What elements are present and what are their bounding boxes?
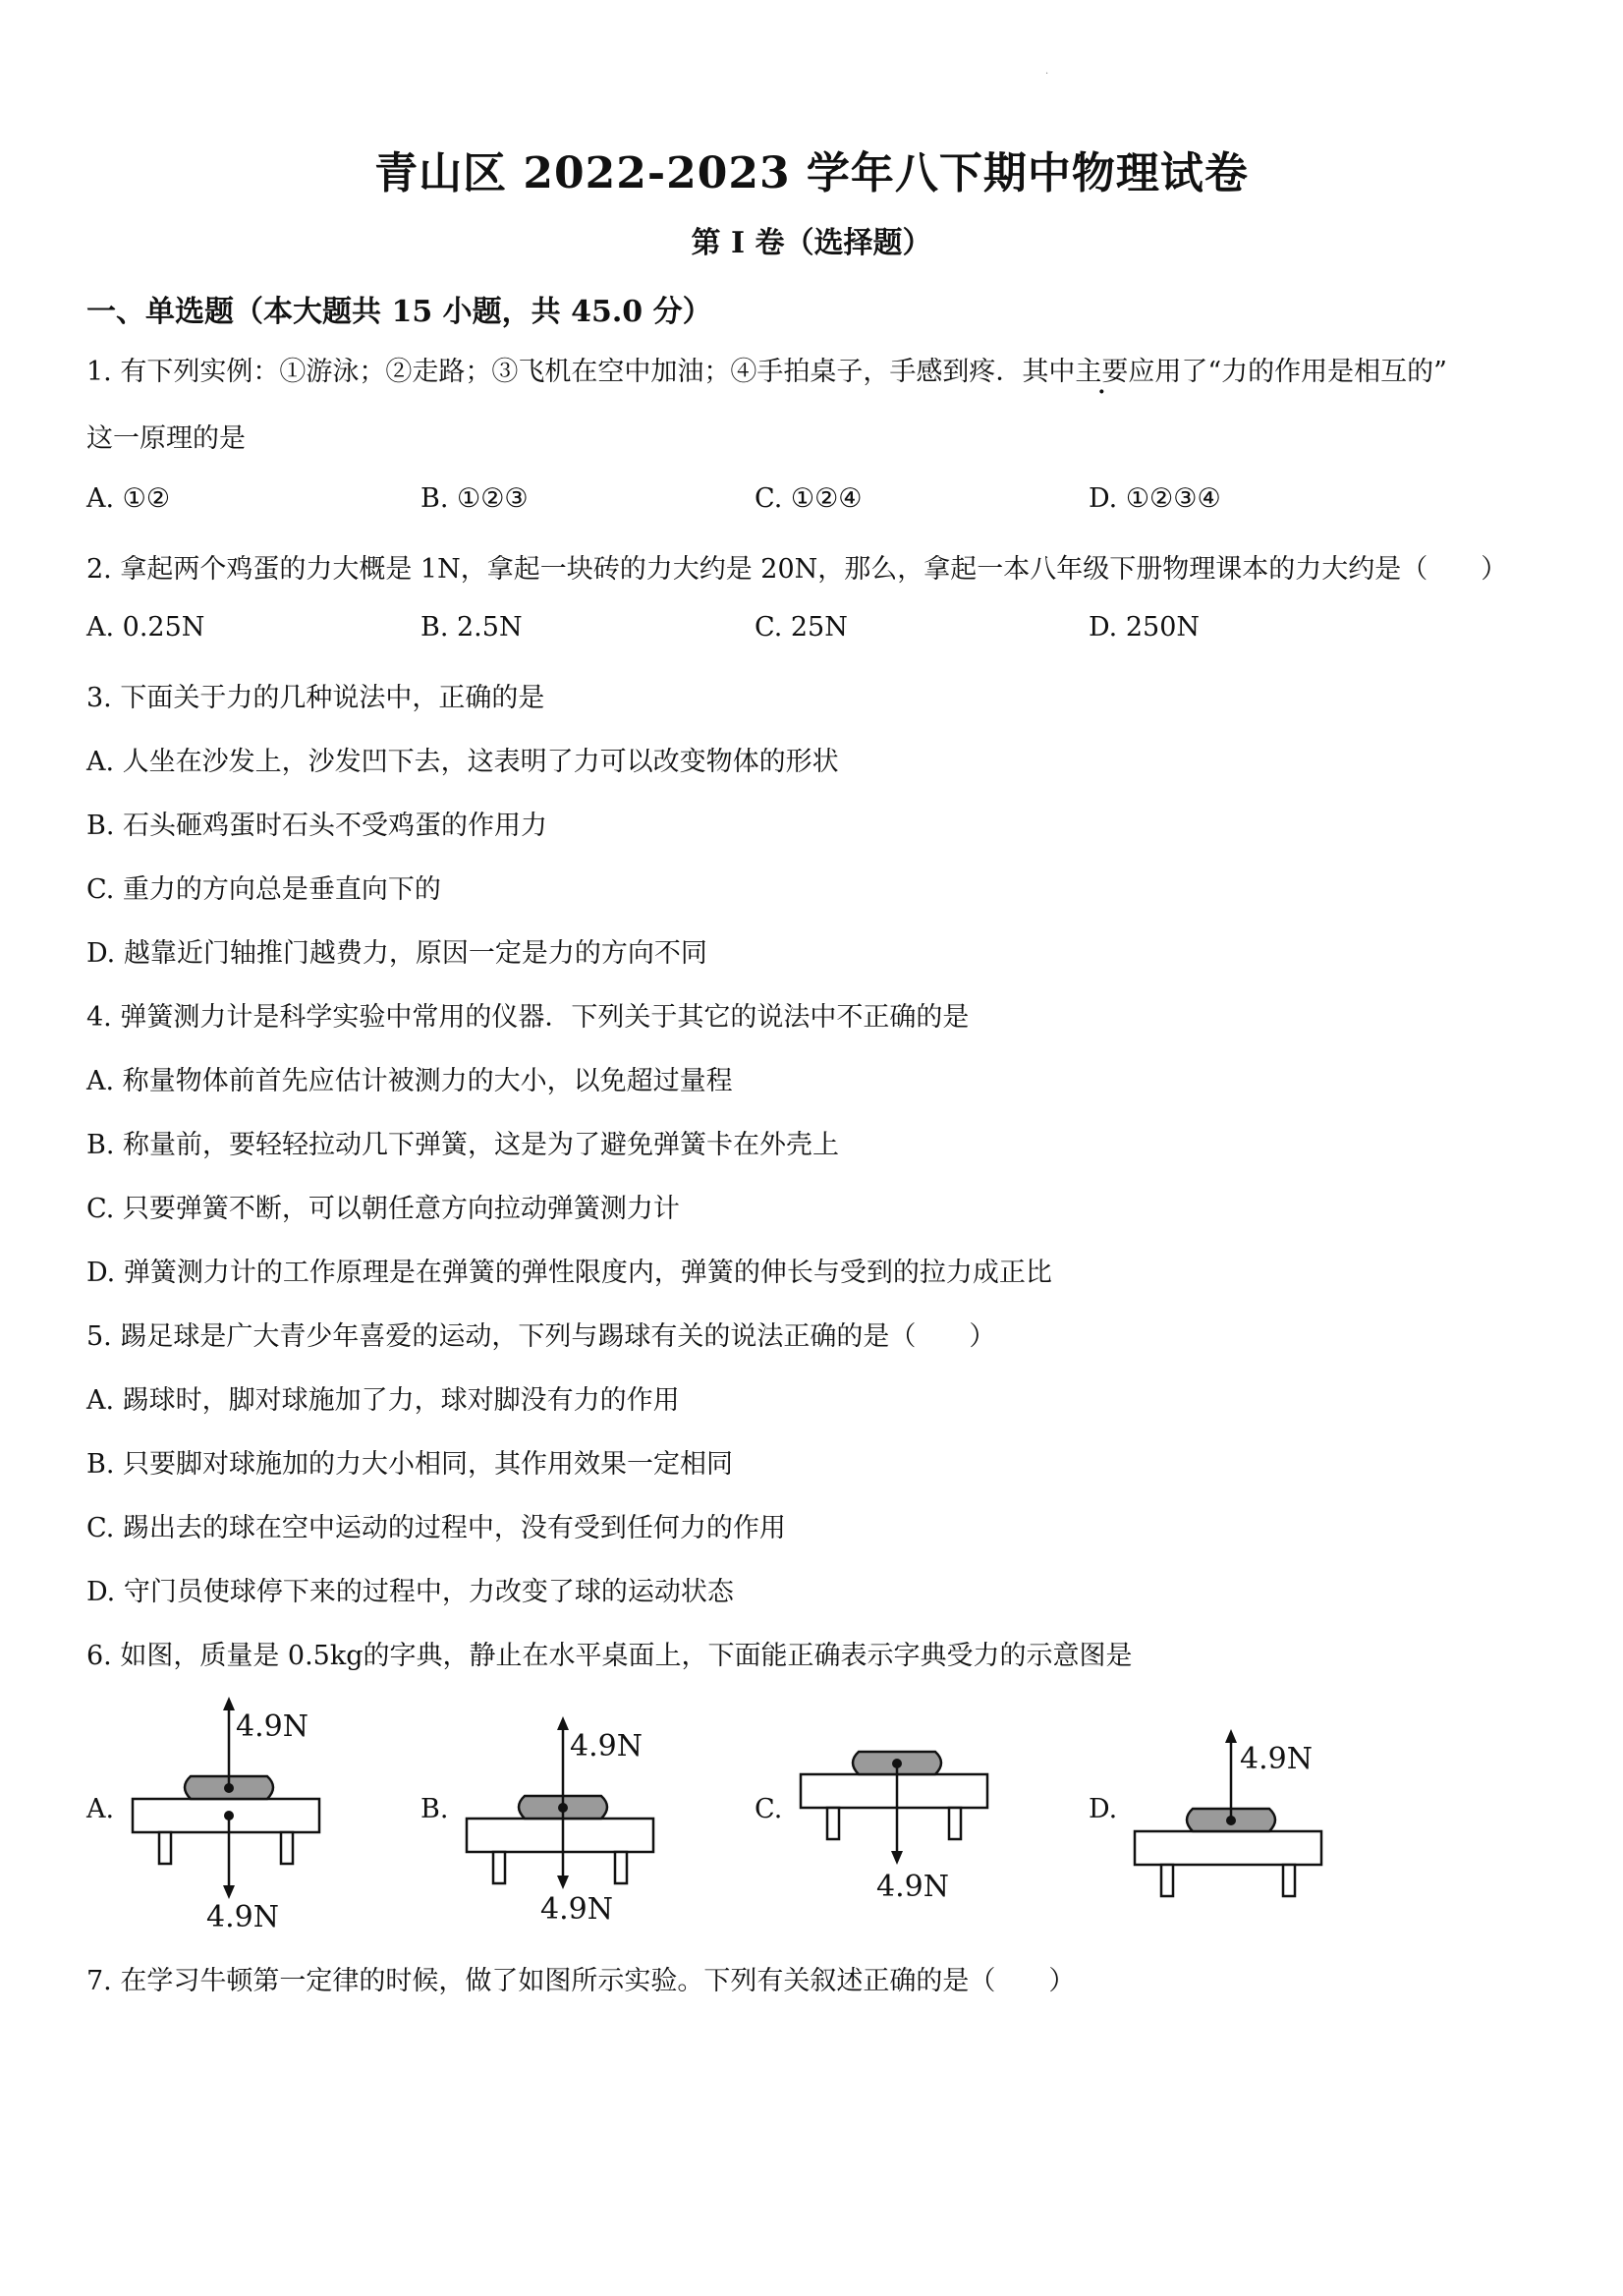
q7-stem: 7. 在学习牛顿第一定律的时候，做了如图所示实验。下列有关叙述正确的是（ ）: [86, 1966, 1076, 1996]
table-leg: [827, 1808, 839, 1839]
q6-figure-c-label[interactable]: C.: [755, 1794, 783, 1824]
q1-option-b[interactable]: B. ①②③: [420, 483, 529, 514]
up-force-label: 4.9N: [1240, 1742, 1313, 1776]
table-leg: [281, 1832, 293, 1864]
q6-figure-d-label[interactable]: D.: [1089, 1794, 1118, 1824]
q6-figure-b-label[interactable]: B.: [420, 1794, 449, 1824]
q4-stem: 4. 弹簧测力计是科学实验中常用的仪器．下列关于其它的说法中不正确的是: [86, 1002, 970, 1033]
up-force-label: 4.9N: [236, 1709, 308, 1744]
down-force-arrowhead: [891, 1851, 903, 1865]
q3-option-b[interactable]: B. 石头砸鸡蛋时石头不受鸡蛋的作用力: [86, 811, 548, 841]
force-point: [1226, 1816, 1236, 1825]
table-top: [801, 1774, 987, 1808]
q5-option-d[interactable]: D. 守门员使球停下来的过程中，力改变了球的运动状态: [86, 1577, 734, 1607]
down-force-arrowhead: [223, 1885, 235, 1899]
down-force-arrowhead: [557, 1876, 569, 1889]
q5-stem: 5. 踢足球是广大青少年喜爱的运动，下列与踢球有关的说法正确的是（ ）: [86, 1321, 996, 1352]
q1-stem: [86, 350, 1447, 388]
q2-option-c[interactable]: C. 25N: [755, 612, 848, 643]
table-leg: [493, 1852, 505, 1883]
q1-stem-part-b: 应用了“力的作用是相互的”: [1128, 357, 1447, 387]
q4-option-b[interactable]: B. 称量前，要轻轻拉动几下弹簧，这是为了避免弹簧卡在外壳上: [86, 1130, 840, 1160]
q2-stem: 2. 拿起两个鸡蛋的力大概是 1N，拿起一块砖的力大约是 20N，那么，拿起一本八年级下册物理课本的力大约是（ ）: [86, 554, 1508, 585]
q1-stem-continued: 这一原理的是: [86, 423, 246, 454]
up-force-arrowhead: [1225, 1729, 1237, 1743]
up-force-label: 4.9N: [570, 1729, 643, 1764]
q3-stem: 3. 下面关于力的几种说法中，正确的是: [86, 683, 545, 713]
q1-option-a[interactable]: A. ①②: [86, 483, 171, 514]
table-top: [467, 1819, 653, 1852]
q4-option-d[interactable]: D. 弹簧测力计的工作原理是在弹簧的弹性限度内，弹簧的伸长与受到的拉力成正比: [86, 1258, 1052, 1288]
q5-option-a[interactable]: A. 踢球时，脚对球施加了力，球对脚没有力的作用: [86, 1385, 680, 1416]
q6-figure-c: [786, 1739, 1002, 1906]
q1-stem-part-a: 1. 有下列实例：①游泳；②走路；③飞机在空中加油；④手拍桌子，手感到疼．其中: [86, 357, 1076, 387]
page-subtitle: 第 I 卷（选择题）: [691, 226, 932, 260]
down-force-label: 4.9N: [206, 1900, 279, 1934]
down-force-label: 4.9N: [876, 1870, 949, 1904]
q6-figure-a: [118, 1695, 334, 1934]
q6-figure-d: [1120, 1727, 1356, 1924]
q2-option-b[interactable]: B. 2.5N: [420, 612, 523, 643]
q4-option-c[interactable]: C. 只要弹簧不断，可以朝任意方向拉动弹簧测力计: [86, 1194, 680, 1224]
q1-option-d[interactable]: D. ①②③④: [1089, 483, 1221, 514]
q5-option-c[interactable]: C. 踢出去的球在空中运动的过程中，没有受到任何力的作用: [86, 1513, 786, 1543]
table-leg: [1161, 1865, 1173, 1896]
up-force-arrowhead: [223, 1697, 235, 1710]
q1-stem-emphasis: 主要: [1075, 357, 1129, 387]
force-point: [224, 1783, 234, 1793]
q6-figure-b: [452, 1714, 668, 1931]
table-top: [1135, 1831, 1321, 1865]
table-leg: [949, 1808, 961, 1839]
q2-option-d[interactable]: D. 250N: [1089, 612, 1201, 643]
table-leg: [1283, 1865, 1295, 1896]
table-leg: [159, 1832, 171, 1864]
q1-option-c[interactable]: C. ①②④: [755, 483, 863, 514]
q6-figure-a-label[interactable]: A.: [86, 1794, 115, 1824]
page-title: 青山区 2022-2023 学年八下期中物理试卷: [374, 148, 1249, 198]
q3-option-d[interactable]: D. 越靠近门轴推门越费力，原因一定是力的方向不同: [86, 938, 707, 969]
table-leg: [615, 1852, 627, 1883]
q2-option-a[interactable]: A. 0.25N: [86, 612, 205, 643]
down-force-label: 4.9N: [540, 1892, 613, 1927]
up-force-arrowhead: [557, 1716, 569, 1730]
section-heading: 一、单选题（本大题共 15 小题，共 45.0 分）: [86, 295, 712, 329]
q5-option-b[interactable]: B. 只要脚对球施加的力大小相同，其作用效果一定相同: [86, 1449, 734, 1480]
scan-speck: ·: [1045, 69, 1049, 80]
q3-option-c[interactable]: C. 重力的方向总是垂直向下的: [86, 874, 441, 905]
q3-option-a[interactable]: A. 人坐在沙发上，沙发凹下去，这表明了力可以改变物体的形状: [86, 747, 839, 777]
q4-option-a[interactable]: A. 称量物体前首先应估计被测力的大小，以免超过量程: [86, 1066, 733, 1096]
q6-stem: 6. 如图，质量是 0.5kg的字典，静止在水平桌面上，下面能正确表示字典受力的示意图是: [86, 1641, 1133, 1671]
